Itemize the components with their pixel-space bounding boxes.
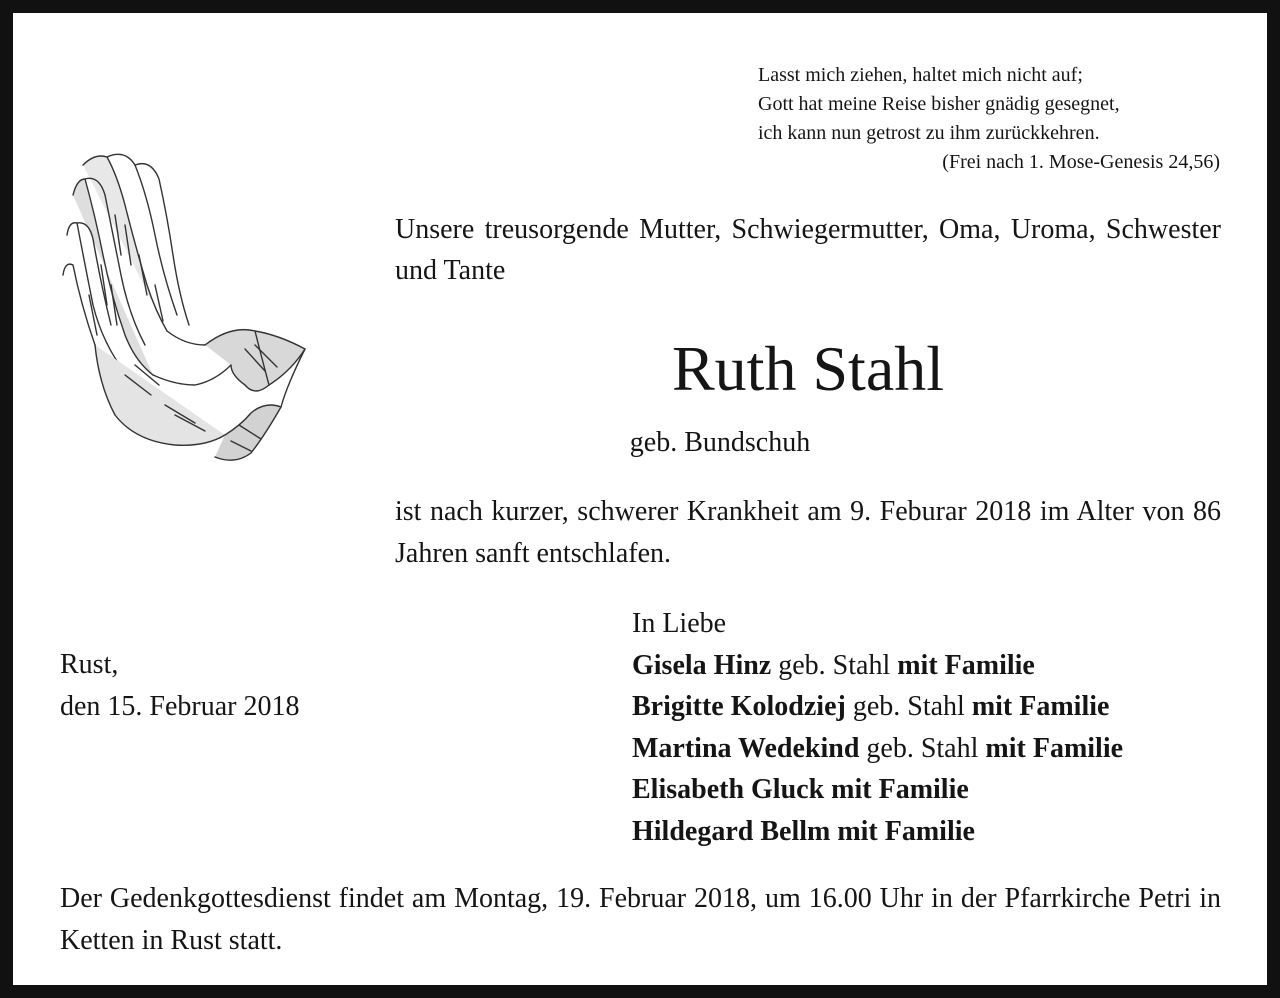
mourner-suffix: mit Familie	[985, 732, 1124, 764]
mourner-suffix: mit Familie	[831, 774, 969, 805]
mourner-entry	[632, 728, 1123, 770]
mourner-name: Hildegard Bellm	[632, 815, 831, 847]
place-date: den 15. Februar 2018	[60, 691, 300, 722]
mourner-maiden: geb. Stahl	[866, 732, 979, 764]
quote-line: ich kann nun getrost zu ihm zurückkehren.	[758, 122, 1100, 144]
mourner-name: Elisabeth Gluck	[632, 774, 825, 805]
intro-text: Unsere treusorgende Mutter, Schwiegermutter, Oma, Uroma, Schwester und Tante	[395, 214, 1221, 286]
maiden-name: geb. Bundschuh	[629, 427, 811, 458]
place-town: Rust,	[60, 649, 119, 680]
mourners-list	[632, 603, 1123, 852]
mourner-suffix: mit Familie	[971, 691, 1110, 722]
mourner-entry	[632, 811, 1123, 853]
mourner-name: Brigitte Kolodziej	[632, 691, 846, 722]
mourner-entry	[632, 645, 1123, 687]
bible-quote	[758, 61, 1220, 177]
mourner-suffix: mit Familie	[837, 815, 975, 847]
mourner-name: Martina Wedekind	[632, 732, 860, 764]
mourner-entry	[632, 686, 1123, 728]
mourner-maiden: geb. Stahl	[852, 691, 965, 722]
mourner-name: Gisela Hinz	[632, 649, 772, 681]
place-and-date	[60, 644, 300, 728]
mourner-suffix: mit Familie	[897, 649, 1035, 681]
passing-text: ist nach kurzer, schwerer Krankheit am 9. Feburar 2018 im Alter von 86 Jahren sanft entschlafen.	[395, 496, 1221, 569]
memorial-service-text: Der Gedenkgottesdienst findet am Montag, 19. Februar 2018, um 16.00 Uhr in der Pfarrkirche Petri in Ketten in Rust statt.	[60, 883, 1221, 956]
mourner-maiden: geb. Stahl	[778, 649, 891, 681]
quote-line: Lasst mich ziehen, haltet mich nicht auf;	[758, 64, 1083, 86]
quote-line: Gott hat meine Reise bisher gnädig gesegnet,	[758, 93, 1120, 115]
quote-source: (Frei nach 1. Mose-Genesis 24,56)	[942, 151, 1220, 173]
mourner-entry	[632, 769, 1123, 811]
deceased-name: Ruth Stahl	[671, 333, 945, 404]
mourners-heading: In Liebe	[632, 608, 727, 639]
praying-hands-icon	[55, 135, 315, 465]
